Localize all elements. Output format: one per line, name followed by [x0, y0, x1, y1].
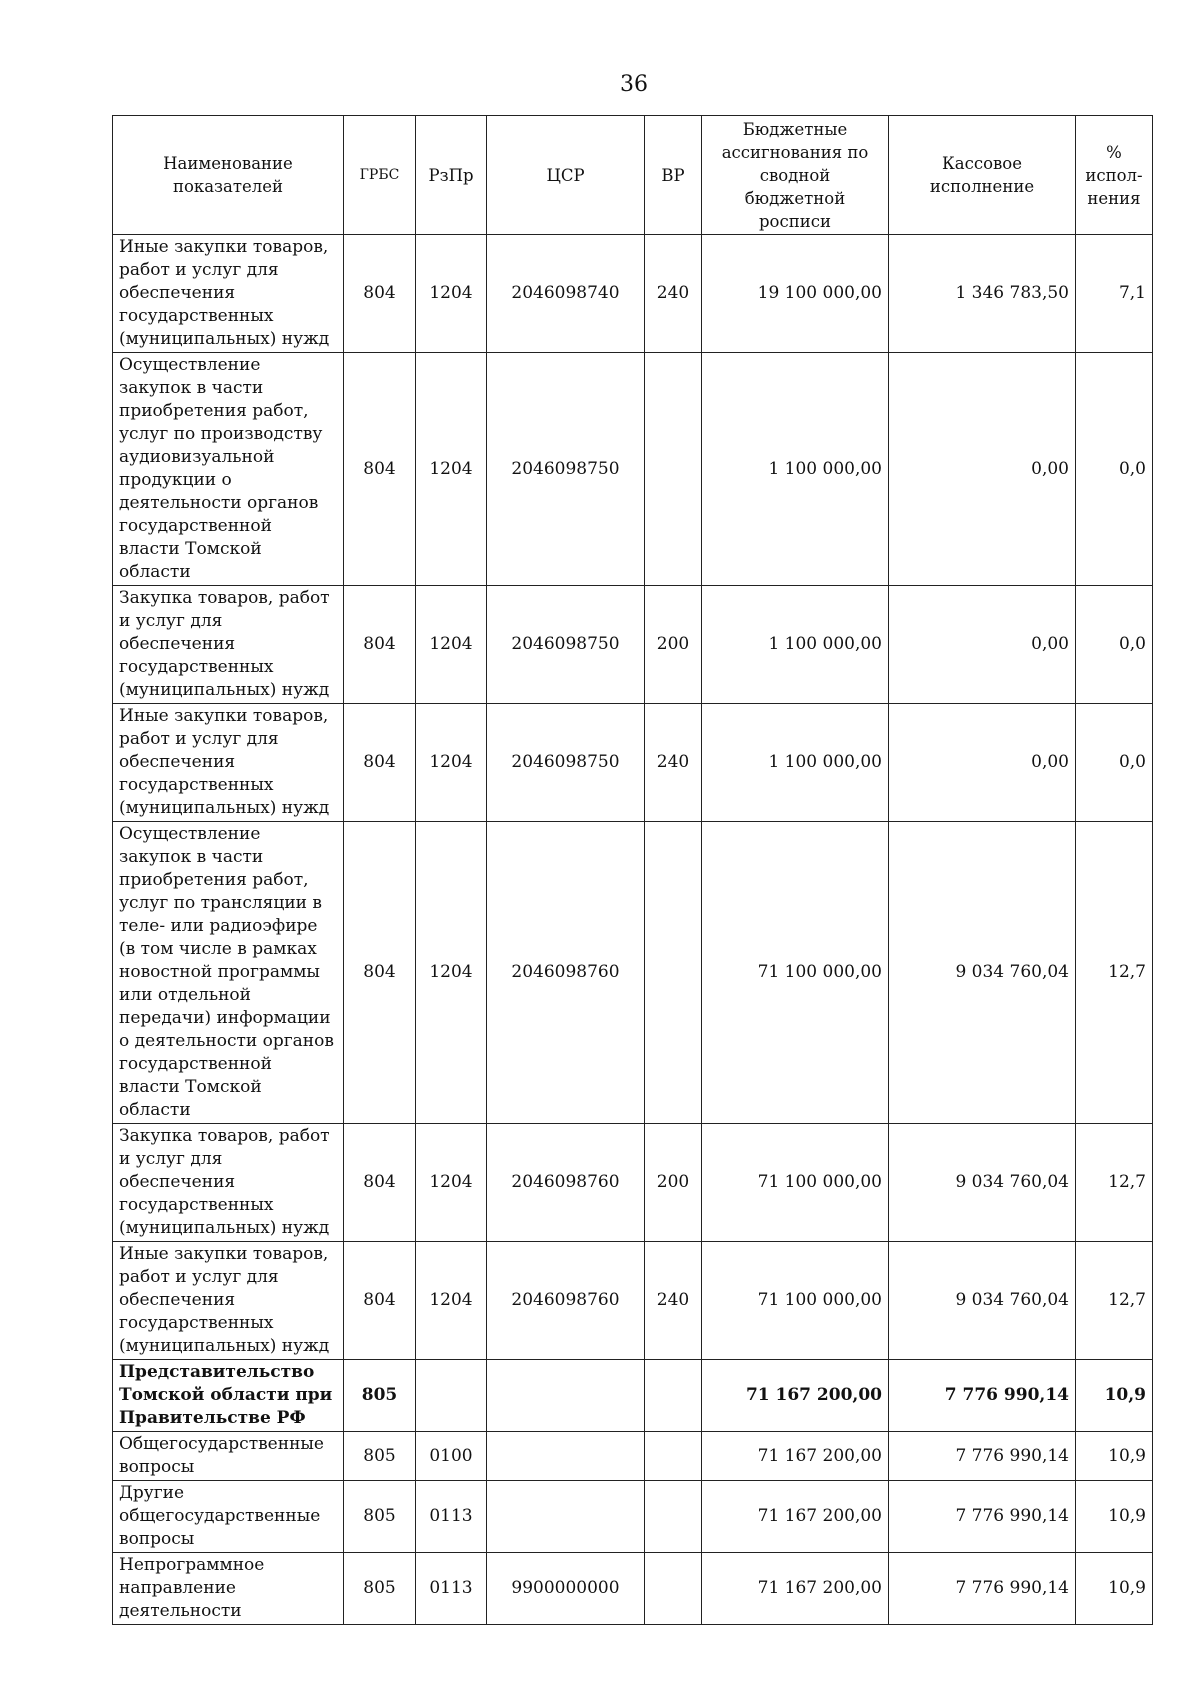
header-budget: Бюджетные ассигнования по сводной бюджетной росписи — [702, 116, 889, 235]
cell-budget: 1 100 000,00 — [702, 586, 889, 704]
header-csr: ЦСР — [487, 116, 645, 235]
cell-budget: 71 167 200,00 — [702, 1553, 889, 1625]
cell-name: Закупка товаров, работ и услуг для обеспечения государственных (муниципальных) нужд — [113, 586, 344, 704]
cell-name: Другие общегосударственные вопросы — [113, 1481, 344, 1553]
cell-vr: 240 — [645, 235, 702, 353]
cell-name: Осуществление закупок в части приобретения работ, услуг по трансляции в теле- или радиоэфире (в том числе в рамках новостной программы или отдельной передачи) информации о деятельности органов государственной власти Томской области — [113, 822, 344, 1124]
header-vr: ВР — [645, 116, 702, 235]
table-row — [113, 235, 1153, 353]
table-row — [113, 822, 1153, 1124]
cell-grbs: 805 — [344, 1481, 416, 1553]
cell-vr: 240 — [645, 704, 702, 822]
cell-percent: 12,7 — [1076, 822, 1153, 1124]
table-row — [113, 1481, 1153, 1553]
cell-cash: 7 776 990,14 — [889, 1360, 1076, 1432]
cell-percent: 10,9 — [1076, 1360, 1153, 1432]
cell-vr: 240 — [645, 1242, 702, 1360]
cell-rzpr: 1204 — [416, 822, 487, 1124]
header-percent: % испол-нения — [1076, 116, 1153, 235]
cell-grbs: 805 — [344, 1432, 416, 1481]
cell-percent: 10,9 — [1076, 1553, 1153, 1625]
cell-name: Закупка товаров, работ и услуг для обеспечения государственных (муниципальных) нужд — [113, 1124, 344, 1242]
cell-cash: 9 034 760,04 — [889, 1124, 1076, 1242]
cell-grbs: 804 — [344, 353, 416, 586]
cell-cash: 0,00 — [889, 704, 1076, 822]
table-row — [113, 704, 1153, 822]
cell-rzpr: 1204 — [416, 586, 487, 704]
cell-csr: 9900000000 — [487, 1553, 645, 1625]
cell-grbs: 804 — [344, 586, 416, 704]
cell-rzpr: 1204 — [416, 1124, 487, 1242]
cell-csr — [487, 1432, 645, 1481]
cell-budget: 1 100 000,00 — [702, 704, 889, 822]
cell-vr — [645, 1360, 702, 1432]
cell-grbs: 804 — [344, 822, 416, 1124]
cell-csr: 2046098750 — [487, 586, 645, 704]
cell-name: Представительство Томской области при Правительстве РФ — [113, 1360, 344, 1432]
cell-budget: 1 100 000,00 — [702, 353, 889, 586]
cell-rzpr: 0113 — [416, 1553, 487, 1625]
cell-vr — [645, 1553, 702, 1625]
cell-rzpr: 1204 — [416, 704, 487, 822]
cell-rzpr: 1204 — [416, 353, 487, 586]
cell-csr: 2046098760 — [487, 1124, 645, 1242]
cell-csr: 2046098760 — [487, 1242, 645, 1360]
cell-vr: 200 — [645, 1124, 702, 1242]
cell-cash: 0,00 — [889, 353, 1076, 586]
cell-csr — [487, 1481, 645, 1553]
cell-csr: 2046098750 — [487, 353, 645, 586]
budget-execution-table — [112, 115, 1153, 1625]
cell-percent: 7,1 — [1076, 235, 1153, 353]
cell-percent: 12,7 — [1076, 1242, 1153, 1360]
cell-cash: 1 346 783,50 — [889, 235, 1076, 353]
cell-grbs: 804 — [344, 1242, 416, 1360]
header-rzpr: РзПр — [416, 116, 487, 235]
table-row — [113, 1432, 1153, 1481]
cell-cash: 9 034 760,04 — [889, 822, 1076, 1124]
cell-vr: 200 — [645, 586, 702, 704]
header-cash: Кассовое исполнение — [889, 116, 1076, 235]
cell-budget: 19 100 000,00 — [702, 235, 889, 353]
cell-rzpr: 0113 — [416, 1481, 487, 1553]
cell-cash: 0,00 — [889, 586, 1076, 704]
cell-name: Иные закупки товаров, работ и услуг для обеспечения государственных (муниципальных) нужд — [113, 1242, 344, 1360]
cell-rzpr: 1204 — [416, 1242, 487, 1360]
cell-grbs: 804 — [344, 704, 416, 822]
cell-vr — [645, 1481, 702, 1553]
cell-budget: 71 167 200,00 — [702, 1481, 889, 1553]
table-row — [113, 1124, 1153, 1242]
page-number: 36 — [620, 72, 648, 97]
table-row — [113, 1553, 1153, 1625]
cell-budget: 71 167 200,00 — [702, 1432, 889, 1481]
table-body — [113, 235, 1153, 1625]
cell-percent: 0,0 — [1076, 353, 1153, 586]
cell-name: Общегосударственные вопросы — [113, 1432, 344, 1481]
cell-cash: 7 776 990,14 — [889, 1481, 1076, 1553]
table-header-row — [113, 116, 1153, 235]
cell-name: Иные закупки товаров, работ и услуг для обеспечения государственных (муниципальных) нужд — [113, 704, 344, 822]
cell-csr — [487, 1360, 645, 1432]
cell-vr — [645, 822, 702, 1124]
cell-vr — [645, 1432, 702, 1481]
cell-percent: 12,7 — [1076, 1124, 1153, 1242]
cell-rzpr — [416, 1360, 487, 1432]
header-name: Наименование показателей — [113, 116, 344, 235]
cell-csr: 2046098740 — [487, 235, 645, 353]
cell-budget: 71 100 000,00 — [702, 822, 889, 1124]
cell-percent: 0,0 — [1076, 704, 1153, 822]
table-row — [113, 586, 1153, 704]
cell-name: Непрограммное направление деятельности — [113, 1553, 344, 1625]
cell-budget: 71 100 000,00 — [702, 1242, 889, 1360]
cell-cash: 9 034 760,04 — [889, 1242, 1076, 1360]
cell-name: Иные закупки товаров, работ и услуг для обеспечения государственных (муниципальных) нужд — [113, 235, 344, 353]
cell-name: Осуществление закупок в части приобретения работ, услуг по производству аудиовизуальной продукции о деятельности органов государственной власти Томской области — [113, 353, 344, 586]
cell-cash: 7 776 990,14 — [889, 1553, 1076, 1625]
cell-grbs: 804 — [344, 1124, 416, 1242]
cell-cash: 7 776 990,14 — [889, 1432, 1076, 1481]
table-row — [113, 1242, 1153, 1360]
cell-rzpr: 1204 — [416, 235, 487, 353]
cell-grbs: 805 — [344, 1553, 416, 1625]
cell-percent: 10,9 — [1076, 1432, 1153, 1481]
cell-percent: 10,9 — [1076, 1481, 1153, 1553]
header-grbs: ГРБС — [344, 116, 416, 235]
cell-grbs: 804 — [344, 235, 416, 353]
cell-csr: 2046098750 — [487, 704, 645, 822]
cell-budget: 71 100 000,00 — [702, 1124, 889, 1242]
cell-percent: 0,0 — [1076, 586, 1153, 704]
cell-vr — [645, 353, 702, 586]
table-row — [113, 1360, 1153, 1432]
cell-grbs: 805 — [344, 1360, 416, 1432]
cell-csr: 2046098760 — [487, 822, 645, 1124]
cell-budget: 71 167 200,00 — [702, 1360, 889, 1432]
cell-rzpr: 0100 — [416, 1432, 487, 1481]
table-row — [113, 353, 1153, 586]
